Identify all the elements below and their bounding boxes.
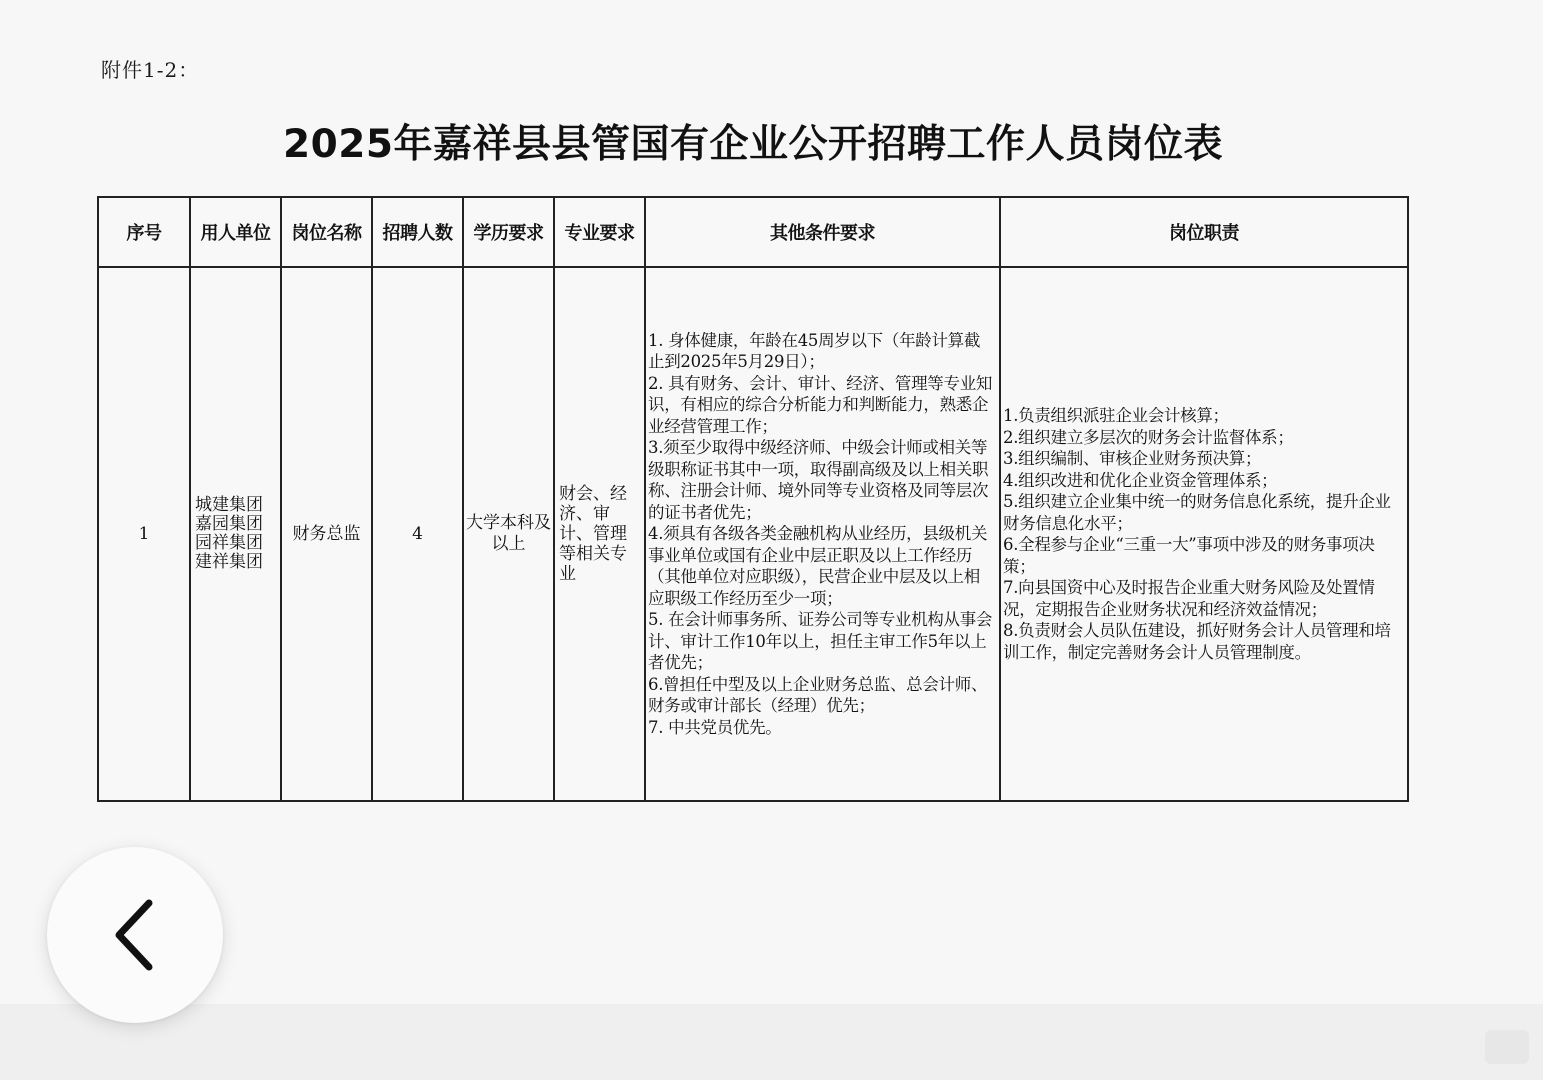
employer-item: 城建集团 [195,495,263,515]
page-title: 2025年嘉祥县县管国有企业公开招聘工作人员岗位表 [282,122,1224,167]
cell-conditions [645,267,1000,801]
position-name: 财务总监 [292,524,361,544]
header-position: 岗位名称 [281,197,372,267]
cell-employer [190,267,281,801]
recruit-count: 4 [412,524,423,544]
employer-list [191,496,280,572]
header-major: 专业要求 [554,197,645,267]
table-header-row [98,197,1408,267]
corner-watermark [1485,1030,1529,1064]
row-index: 1 [138,524,150,544]
job-positions-table [97,196,1409,802]
cell-duties [1000,267,1408,801]
header-education: 学历要求 [463,197,554,267]
position-duties: 1.负责组织派驻企业会计核算； 2.组织建立多层次的财务会计监督体系； 3.组织编制、审核企业财务预决算； 4.组织改进和优化企业资金管理体系； 5.组织建立企业集中统一的财务信息化系统，提升企业财务信息化水平； 6.全程参与企业“三重一大”事项中涉及的财务事项决策； 7.向县国资中心及时报告企业重大财务风险及处置情况，定期报告企业财务状况和经济效益情况； 8.负责财会人员队伍建设，抓好财务会计人员管理和培训工作，制定完善财务会计人员管理制度。 [1003,406,1391,662]
header-conditions: 其他条件要求 [645,197,1000,267]
bottom-bar [0,1004,1543,1080]
cell-index [98,267,190,801]
header-duties: 岗位职责 [1000,197,1408,267]
employer-item: 园祥集团 [195,533,263,553]
other-conditions: 1. 身体健康，年龄在45周岁以下（年龄计算截止到2025年5月29日）； 2. 具有财务、会计、审计、经济、管理等专业知识，有相应的综合分析能力和判断能力，熟悉企业经营管理工作； 3.须至少取得中级经济师、中级会计师或相关等级职称证书其中一项，取得副高级及以上相关职称、注册会计师、境外同等专业资格及同等层次的证书者优先； 4.须具有各级各类金融机构从业经历，县级机关事业单位或国有企业中层正职及以上工作经历（其他单位对应职级），民营企业中层及以上相应职级工作经历至少一项； 5. 在会计师事务所、证券公司等专业机构从事会计、审计工作10年以上，担任主审工作5年以上者优先； 6.曾担任中型及以上企业财务总监、总会计师、财务或审计部长（经理）优先； 7. 中共党员优先。 [648,330,993,737]
employer-item: 建祥集团 [195,552,263,572]
cell-education [463,267,554,801]
education-requirement: 大学本科及以上 [466,513,551,554]
header-index: 序号 [98,197,190,267]
cell-position [281,267,372,801]
table-row [98,267,1408,801]
employer-item: 嘉园集团 [195,514,263,534]
back-button[interactable] [47,847,223,1023]
cell-major [554,267,645,801]
cell-count [372,267,463,801]
major-requirement: 财会、经济、审计、管理等相关专业 [559,484,627,584]
header-employer: 用人单位 [190,197,281,267]
attachment-label: 附件1-2： [101,58,200,82]
chevron-left-icon [105,895,165,975]
header-count: 招聘人数 [372,197,463,267]
